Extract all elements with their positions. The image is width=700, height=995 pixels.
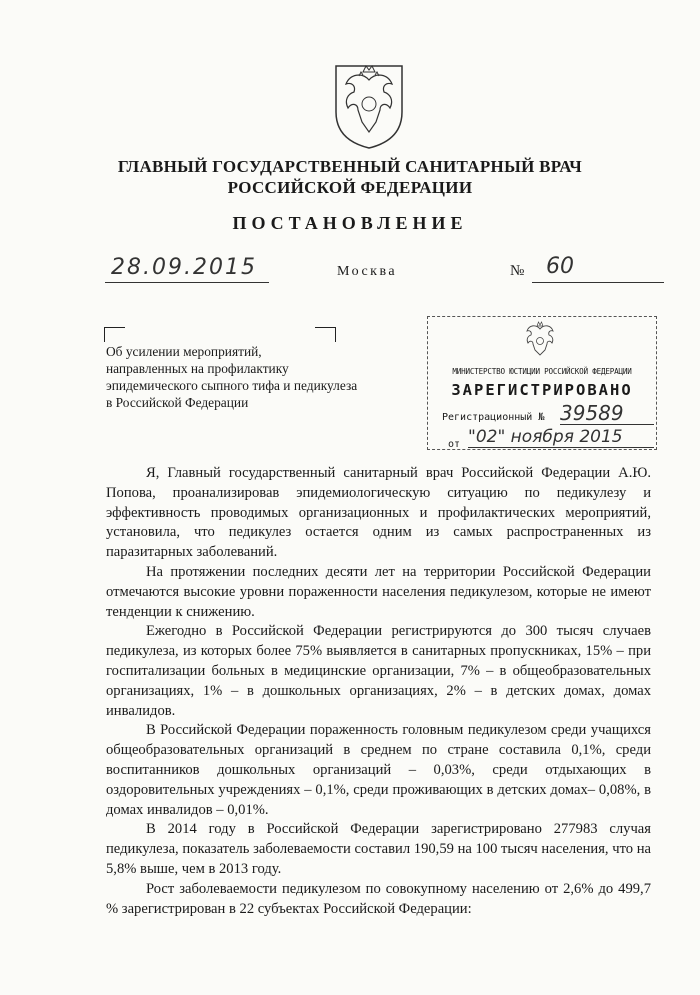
- subject-bracket-right: [315, 327, 336, 342]
- body-paragraph: Я, Главный государственный санитарный врач Российской Федерации А.Ю. Попова, проанализировав эпидемиологическую ситуацию по педикулезу и эффективность проводимых организационных и профилактических мероприятий, установила, что педикулез остается одним из самых распространенных из паразитарных заболеваний.: [106, 465, 651, 561]
- body-paragraph: На протяжении последних десяти лет на территории Российской Федерации отмечаются высокие уровни пораженности населения педикулезом, которые не имеют тенденции к снижению.: [106, 563, 651, 620]
- document-city: Москва: [337, 264, 398, 279]
- body-paragraph: Ежегодно в Российской Федерации регистрируются до 300 тысяч случаев педикулеза, из которых более 75% выявляется в санитарных пропускниках, 15% – при госпитализации больных в медицинские организации, 7% – в общеобразовательных организациях, 1% – в дошкольных организациях, 2% – в детских домах, домах инвалидов.: [106, 623, 651, 719]
- issuer-title: [0, 156, 700, 198]
- document-body: [106, 464, 651, 919]
- stamp-ministry: МИНИСТЕРСТВО ЮСТИЦИИ РОССИЙСКОЙ ФЕДЕРАЦИИ: [452, 367, 632, 376]
- coat-of-arms-icon: [332, 62, 406, 150]
- body-paragraph: В 2014 году в Российской Федерации зарегистрировано 277983 случая педикулеза, показатель заболеваемости составил 190,59 на 100 тысяч населения, что на 5,8% выше, чем в 2013 году.: [106, 821, 651, 877]
- subject-line: в Российской Федерации: [106, 395, 249, 410]
- document-number: 60: [532, 254, 664, 283]
- document-subject: [106, 343, 376, 411]
- stamp-reg-number: 39589: [560, 402, 654, 425]
- body-paragraph: В Российской Федерации пораженность головным педикулезом среди учащихся общеобразовательных организаций в среднем по стране составила 0,1%, среди воспитанников дошкольных организаций – 0,03%, среди отдыхающих в оздоровительных учреждениях – 0,1%, среди проживающих в детских домах– 0,08%, в домах инвалидов – 0,01%.: [106, 722, 651, 818]
- stamp-status: ЗАРЕГИСТРИРОВАНО: [451, 381, 633, 399]
- registration-stamp: [427, 316, 657, 450]
- subject-bracket-left: [104, 327, 125, 342]
- subject-line: Об усилении мероприятий,: [106, 344, 262, 359]
- subject-line: эпидемического сыпного тифа и педикулеза: [106, 378, 358, 393]
- stamp-reg-date: "02" ноября 2015: [468, 427, 654, 448]
- subject-line: направленных на профилактику: [106, 361, 289, 376]
- stamp-from-label: от: [448, 439, 461, 450]
- stamp-reg-label: Регистрационный №: [442, 412, 545, 423]
- stamp-emblem-icon: [523, 321, 557, 361]
- issuer-title-line1: ГЛАВНЫЙ ГОСУДАРСТВЕННЫЙ САНИТАРНЫЙ ВРАЧ: [117, 157, 583, 176]
- number-sign: №: [510, 263, 525, 279]
- document-type: ПОСТАНОВЛЕНИЕ: [232, 213, 468, 233]
- body-paragraph: Рост заболеваемости педикулезом по совокупному населению от 2,6% до 499,7 % зарегистрирован в 22 субъектах Российской Федерации:: [106, 880, 651, 917]
- issuer-title-line2: РОССИЙСКОЙ ФЕДЕРАЦИИ: [227, 178, 473, 197]
- document-date: 28.09.2015: [105, 256, 269, 283]
